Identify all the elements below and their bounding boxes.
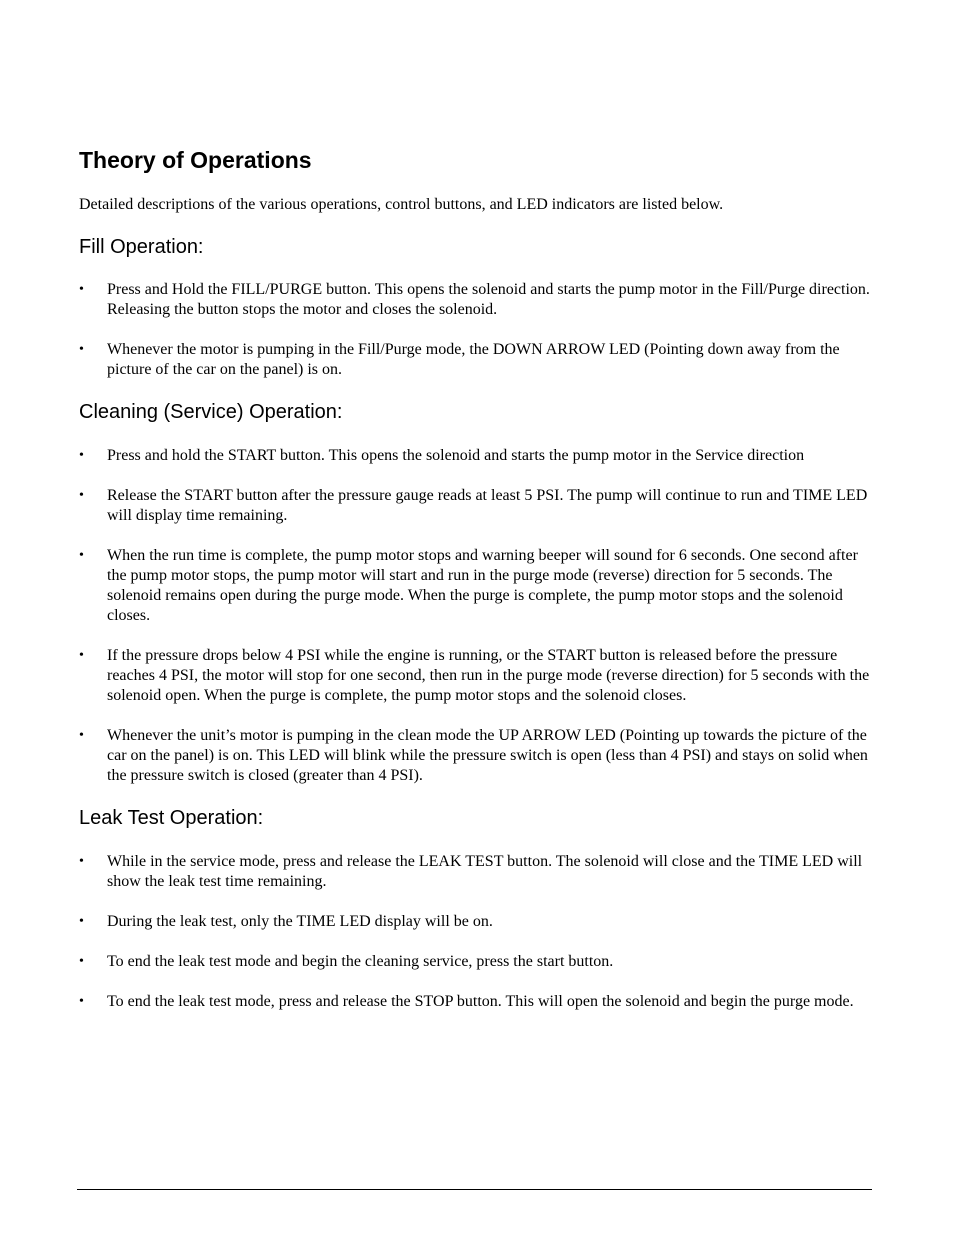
bullet-icon: • xyxy=(79,994,84,1009)
list-item xyxy=(79,852,874,892)
list-item xyxy=(79,546,874,626)
list-item-text: To end the leak test mode, press and release the STOP button. This will open the solenoid and begin the purge mode. xyxy=(107,993,854,1010)
list-item-text: While in the service mode, press and release the LEAK TEST button. The solenoid will close and the TIME LED will show the leak test time remaining. xyxy=(107,853,863,890)
bullet-icon: • xyxy=(79,728,84,743)
list-item xyxy=(79,992,874,1012)
list-item-text: Release the START button after the pressure gauge reads at least 5 PSI. The pump will continue to run and TIME LED will display time remaining. xyxy=(107,487,868,524)
list-item xyxy=(79,952,874,972)
bullet-icon: • xyxy=(79,488,84,503)
list-item-text: If the pressure drops below 4 PSI while the engine is running, or the START button is released before the pressure reaches 4 PSI, the motor will stop for one second, then run in the purge mode (reverse direction) for 5 seconds with the solenoid open. When the purge is complete, the pump motor stops and the solenoid closes. xyxy=(107,647,870,704)
bullet-icon: • xyxy=(79,854,84,869)
list-item xyxy=(79,446,874,466)
bullet-icon: • xyxy=(79,342,84,357)
list-item-text: When the run time is complete, the pump motor stops and warning beeper will sound for 6 seconds. One second after the pump motor stops, the pump motor will start and run in the purge mode (reverse) direction for 5 seconds. The solenoid remains open during the purge mode. When the purge is complete, the pump motor stops and the solenoid closes. xyxy=(107,547,858,624)
cleaning-operation-heading: Cleaning (Service) Operation: xyxy=(79,401,343,423)
list-item-text: To end the leak test mode and begin the cleaning service, press the start button. xyxy=(107,953,614,970)
list-item xyxy=(79,646,874,706)
bullet-icon: • xyxy=(79,548,84,563)
leak-test-operation-list xyxy=(79,852,874,1012)
leak-test-operation-heading: Leak Test Operation: xyxy=(79,807,264,829)
list-item xyxy=(79,726,874,786)
fill-operation-heading: Fill Operation: xyxy=(79,236,204,258)
list-item-text: Press and hold the START button. This opens the solenoid and starts the pump motor in the Service direction xyxy=(107,447,805,464)
list-item-text: Press and Hold the FILL/PURGE button. This opens the solenoid and starts the pump motor in the Fill/Purge direction. Releasing the button stops the motor and closes the solenoid. xyxy=(107,281,870,318)
list-item xyxy=(79,912,874,932)
list-item-text: Whenever the unit’s motor is pumping in the clean mode the UP ARROW LED (Pointing up towards the picture of the car on the panel) is on. This LED will blink while the pressure switch is open (less than 4 PSI) and stays on solid when the pressure switch is closed (greater than 4 PSI). xyxy=(107,727,868,784)
cleaning-operation-list xyxy=(79,446,874,786)
list-item-text: During the leak test, only the TIME LED display will be on. xyxy=(107,913,493,930)
list-item xyxy=(79,340,874,380)
bullet-icon: • xyxy=(79,954,84,969)
bullet-icon: • xyxy=(79,282,84,297)
bullet-icon: • xyxy=(79,448,84,463)
fill-operation-list xyxy=(79,280,874,380)
list-item xyxy=(79,486,874,526)
bullet-icon: • xyxy=(79,914,84,929)
footer-divider xyxy=(77,1189,872,1190)
bullet-icon: • xyxy=(79,648,84,663)
list-item xyxy=(79,280,874,320)
intro-paragraph: Detailed descriptions of the various operations, control buttons, and LED indicators are listed below. xyxy=(79,196,724,213)
page-title: Theory of Operations xyxy=(79,147,312,173)
list-item-text: Whenever the motor is pumping in the Fill/Purge mode, the DOWN ARROW LED (Pointing down away from the picture of the car on the panel) is on. xyxy=(107,341,840,378)
